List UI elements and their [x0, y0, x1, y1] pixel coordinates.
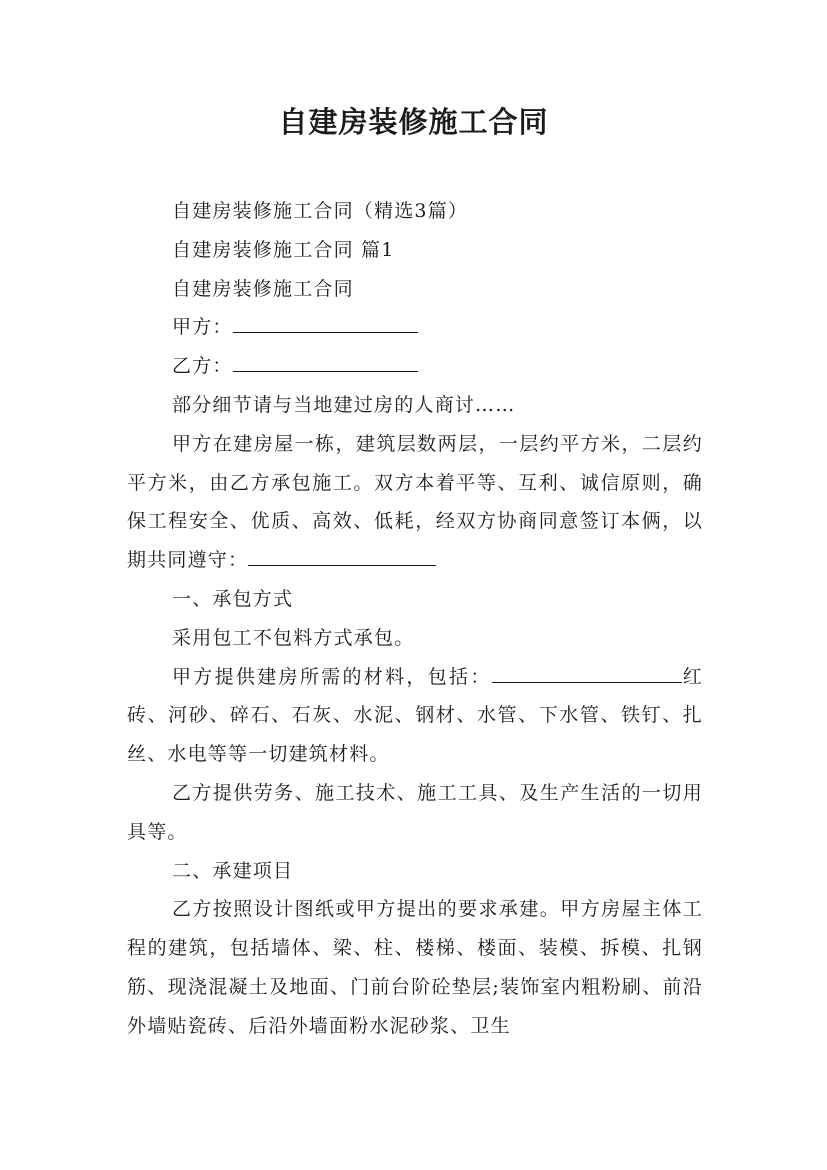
- section1-paragraph-1: 采用包工不包料方式承包。: [172, 626, 415, 649]
- document-title: 自建房装修施工合同: [278, 105, 549, 139]
- contract-name-line: 自建房装修施工合同: [172, 277, 354, 300]
- section1-heading: 一、承包方式: [172, 587, 294, 610]
- note-line: 部分细节请与当地建过房的人商讨……: [172, 393, 516, 416]
- intro-blank: [248, 541, 436, 566]
- section1-p2-rest: 红砖、河砂、碎石、石灰、水泥、钢材、水管、下水管、铁钉、扎丝、水电等等一切建筑材料。: [127, 665, 703, 766]
- party-b-blank: [233, 347, 418, 372]
- party-b-line: [127, 347, 703, 386]
- intro-text: 甲方在建房屋一栋，建筑层数两层，一层约平方米，二层约平方米，由乙方承包施工。双方本着平等、互利、诚信原则，确保工程安全、优质、高效、低耗，经双方协商同意签订本俩，以期共同遵守：: [127, 432, 703, 572]
- document-body: [127, 192, 703, 1046]
- party-a-line: [127, 308, 703, 347]
- party-a-blank: [233, 308, 418, 333]
- section1-paragraph-3: 乙方提供劳务、施工技术、施工工具、及生产生活的一切用具等。: [127, 781, 703, 843]
- subtitle-line: 自建房装修施工合同（精选3篇）: [172, 200, 469, 222]
- section1-p2-lead: 甲方提供建房所需的材料，包括：: [172, 665, 492, 688]
- party-b-label: 乙方：: [172, 355, 233, 378]
- article-heading: 自建房装修施工合同 篇1: [172, 238, 395, 261]
- party-a-label: 甲方：: [172, 316, 233, 339]
- section2-paragraph-1: 乙方按照设计图纸或甲方提出的要求承建。甲方房屋主体工程的建筑，包括墙体、梁、柱、楼梯、楼面、装模、拆模、扎钢筋、现浇混凝土及地面、门前台阶砼垫层;装饰室内粗粉刷、前沿外墙贴瓷砖、后沿外墙面粉水泥砂浆、卫生: [127, 898, 703, 1037]
- section2-heading: 二、承建项目: [172, 859, 294, 882]
- intro-paragraph: [127, 425, 703, 580]
- section1-paragraph-2: [127, 658, 703, 774]
- materials-blank: [492, 658, 682, 683]
